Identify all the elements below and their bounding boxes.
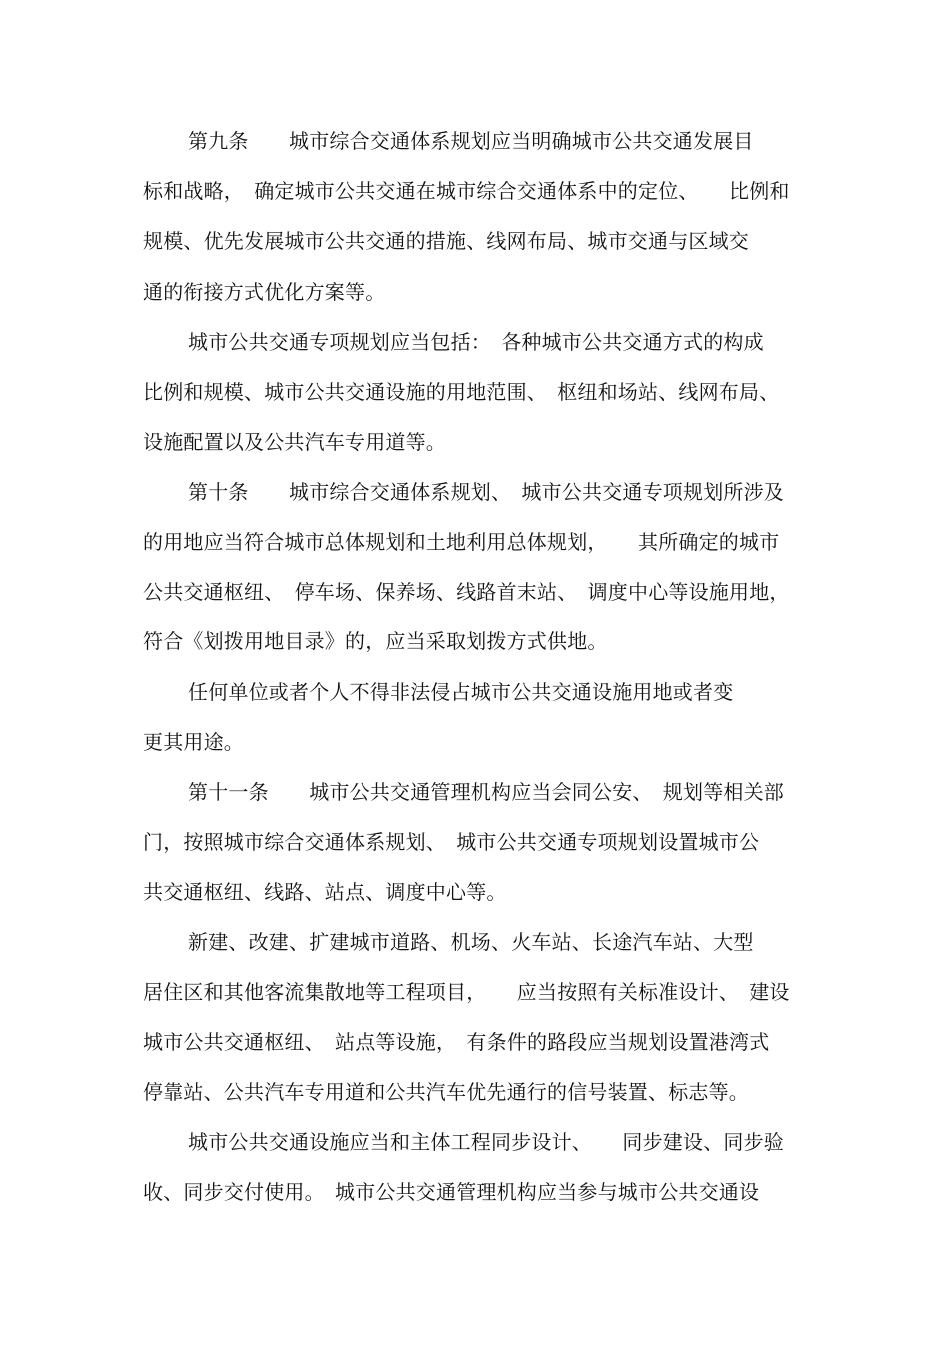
text-line: 更其用途。 [143,730,244,754]
text-line: 标和战略， 确定城市公共交通在城市综合交通体系中的定位、 比例和 [143,179,790,203]
text-line: 新建、改建、扩建城市道路、机场、火车站、长途汽车站、大型 [188,930,754,954]
text-line: 共交通枢纽、线路、站点、调度中心等。 [143,880,507,904]
text-line: 通的衔接方式优化方案等。 [143,280,386,304]
text-line: 任何单位或者个人不得非法侵占城市公共交通设施用地或者变 [188,680,734,704]
text-line: 城市公共交通设施应当和主体工程同步设计、 同步建设、同步验 [188,1130,784,1154]
text-line: 第十条 城市综合交通体系规划、 城市公共交通专项规划所涉及 [188,480,784,504]
text-line: 设施配置以及公共汽车专用道等。 [143,430,446,454]
text-line: 符合《划拨用地目录》的，应当采取划拨方式供地。 [143,629,608,653]
text-line: 居住区和其他客流集散地等工程项目， 应当按照有关标准设计、 建设 [143,980,790,1004]
text-line: 门，按照城市综合交通体系规划、 城市公共交通专项规划设置城市公 [143,830,760,854]
text-line: 的用地应当符合城市总体规划和土地利用总体规划， 其所确定的城市 [143,530,780,554]
text-line: 公共交通枢纽、 停车场、保养场、线路首末站、 调度中心等设施用地， [143,580,790,604]
text-line: 停靠站、公共汽车专用道和公共汽车优先通行的信号装置、标志等。 [143,1080,749,1104]
text-line: 收、同步交付使用。 城市公共交通管理机构应当参与城市公共交通设 [143,1180,760,1204]
text-line: 规模、优先发展城市公共交通的措施、线网布局、城市交通与区域交 [143,229,749,253]
text-line: 城市公共交通枢纽、 站点等设施， 有条件的路段应当规划设置港湾式 [143,1030,770,1054]
text-line: 第九条 城市综合交通体系规划应当明确城市公共交通发展目 [188,129,754,153]
text-line: 城市公共交通专项规划应当包括： 各种城市公共交通方式的构成 [188,330,764,354]
text-line: 比例和规模、城市公共交通设施的用地范围、 枢纽和场站、线网布局、 [143,380,780,404]
text-line: 第十一条 城市公共交通管理机构应当会同公安、 规划等相关部 [188,780,784,804]
